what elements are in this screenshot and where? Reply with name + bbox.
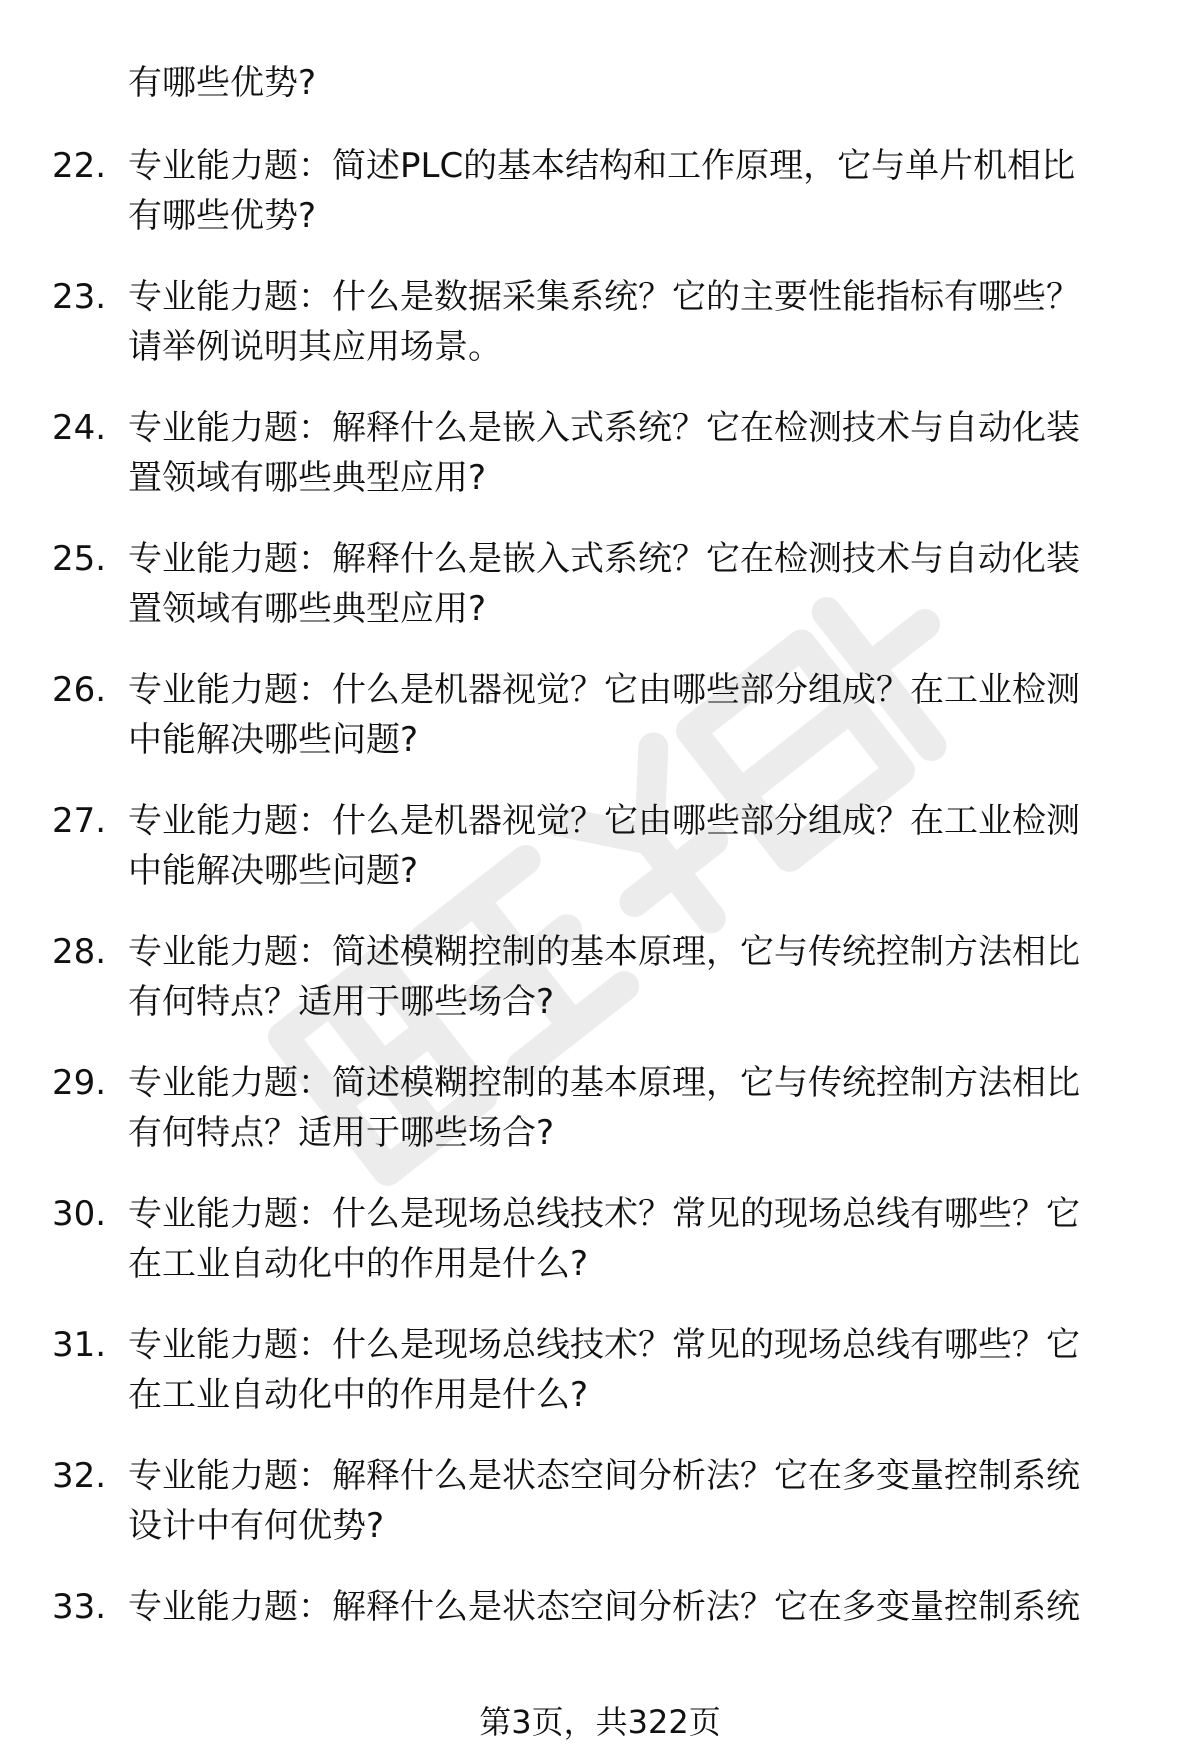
question-number: 32. [52, 1456, 107, 1496]
question-line: 专业能力题：什么是现场总线技术？常见的现场总线有哪些？它 [128, 1325, 1080, 1365]
question-text [128, 1451, 1138, 1551]
question-line: 专业能力题：简述PLC的基本结构和工作原理，它与单片机相比 [128, 146, 1076, 186]
question-text [128, 403, 1138, 503]
question-line: 专业能力题：什么是机器视觉？它由哪些部分组成？在工业检测 [128, 670, 1080, 710]
question-line: 在工业自动化中的作用是什么? [128, 1244, 589, 1284]
question-line: 有何特点？适用于哪些场合? [128, 982, 555, 1022]
question-line: 专业能力题：简述模糊控制的基本原理，它与传统控制方法相比 [128, 1063, 1080, 1103]
question-item [0, 1582, 1200, 1713]
question-line: 有哪些优势? [128, 196, 317, 236]
question-text [128, 927, 1138, 1027]
question-line: 专业能力题：解释什么是嵌入式系统？它在检测技术与自动化装 [128, 539, 1080, 579]
question-item [0, 796, 1200, 927]
question-text [128, 665, 1138, 765]
question-list [0, 141, 1200, 1713]
question-item [0, 1451, 1200, 1582]
question-line: 专业能力题：解释什么是嵌入式系统？它在检测技术与自动化装 [128, 408, 1080, 448]
question-number: 28. [52, 932, 107, 972]
question-number: 27. [52, 801, 107, 841]
question-text [128, 1189, 1138, 1289]
question-item [0, 1189, 1200, 1320]
question-item [0, 1058, 1200, 1189]
question-item [0, 403, 1200, 534]
question-text [128, 534, 1138, 634]
question-line: 专业能力题：简述模糊控制的基本原理，它与传统控制方法相比 [128, 932, 1080, 972]
question-line: 专业能力题：什么是机器视觉？它由哪些部分组成？在工业检测 [128, 801, 1080, 841]
question-line: 置领域有哪些典型应用? [128, 589, 487, 629]
question-line: 请举例说明其应用场景。 [128, 327, 502, 367]
question-line: 中能解决哪些问题? [128, 851, 419, 891]
question-line: 专业能力题：解释什么是状态空间分析法？它在多变量控制系统 [128, 1587, 1080, 1627]
question-text [128, 1058, 1138, 1158]
question-number: 33. [52, 1587, 107, 1627]
continuation-text: 有哪些优势? [128, 63, 317, 103]
question-item [0, 141, 1200, 272]
question-item [0, 927, 1200, 1058]
question-text [128, 796, 1138, 896]
question-line: 专业能力题：什么是数据采集系统？它的主要性能指标有哪些？ [128, 277, 1080, 317]
question-item [0, 534, 1200, 665]
question-line: 在工业自动化中的作用是什么? [128, 1375, 589, 1415]
question-line: 中能解决哪些问题? [128, 720, 419, 760]
question-text [128, 1582, 1138, 1632]
question-item [0, 272, 1200, 403]
question-line: 置领域有哪些典型应用? [128, 458, 487, 498]
question-line: 设计中有何优势? [128, 1506, 385, 1546]
question-number: 25. [52, 539, 107, 579]
question-item [0, 1320, 1200, 1451]
question-text [128, 1320, 1138, 1420]
page-footer: 第3页，共322页 [479, 1703, 721, 1741]
question-number: 31. [52, 1325, 107, 1365]
question-number: 23. [52, 277, 107, 317]
question-number: 26. [52, 670, 107, 710]
question-line: 专业能力题：解释什么是状态空间分析法？它在多变量控制系统 [128, 1456, 1080, 1496]
question-number: 24. [52, 408, 107, 448]
question-text [128, 141, 1138, 241]
question-item [0, 665, 1200, 796]
question-line: 专业能力题：什么是现场总线技术？常见的现场总线有哪些？它 [128, 1194, 1080, 1234]
question-text [128, 272, 1138, 372]
question-number: 29. [52, 1063, 107, 1103]
question-line: 有何特点？适用于哪些场合? [128, 1113, 555, 1153]
question-number: 30. [52, 1194, 107, 1234]
question-number: 22. [52, 146, 107, 186]
